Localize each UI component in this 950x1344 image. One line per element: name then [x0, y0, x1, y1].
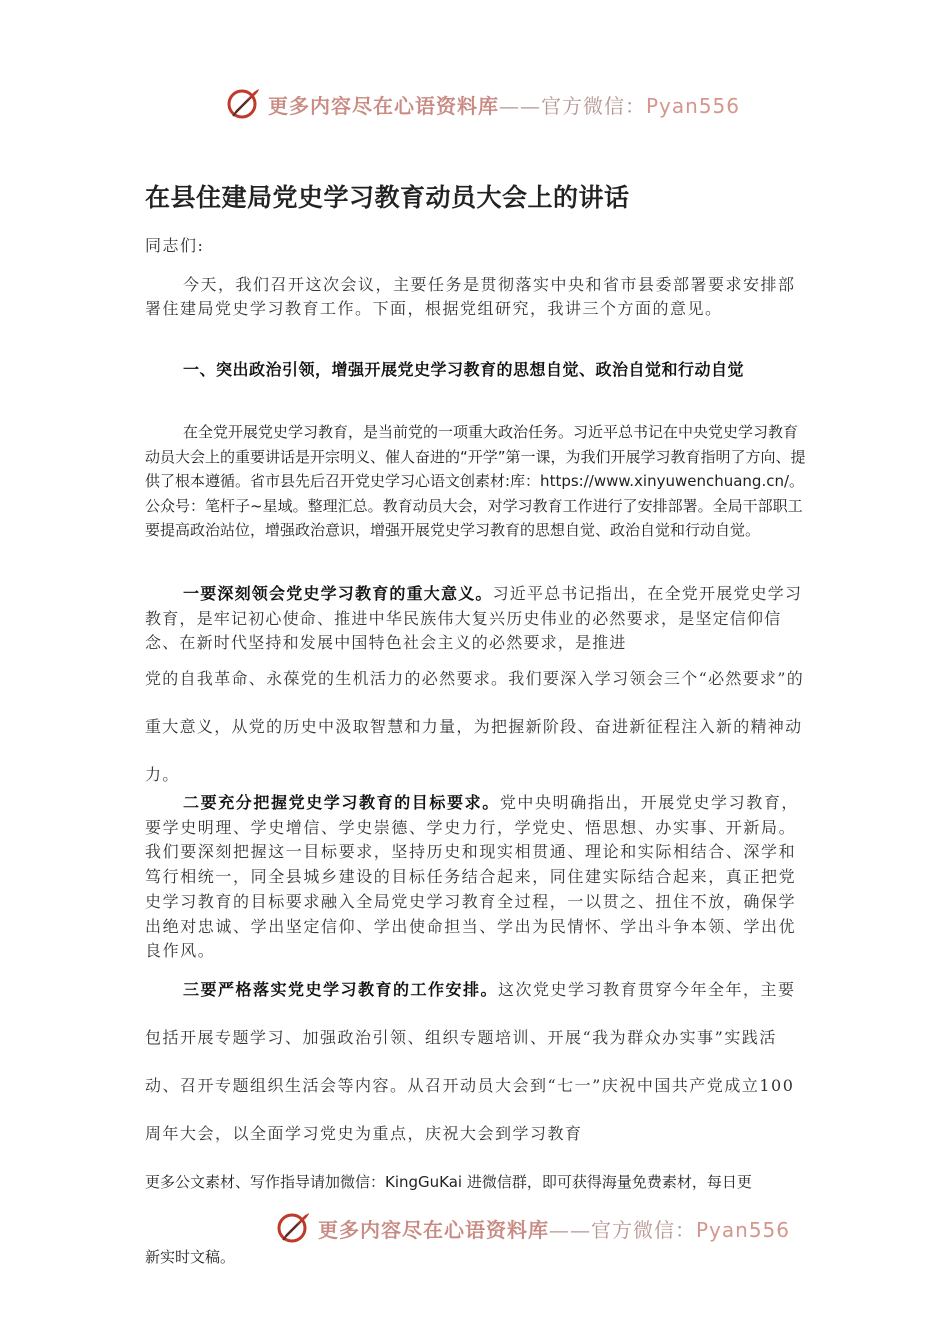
salutation: 同志们:: [145, 236, 205, 255]
point2-lead: 二要充分把握党史学习教育的目标要求。: [183, 793, 500, 812]
point3-lead: 三要严格落实党史学习教育的工作安排。: [183, 980, 499, 999]
quill-logo-icon: [276, 1210, 312, 1246]
intro-paragraph: 今天，我们召开这次会议，主要任务是贯彻落实中央和省市县委部署要求安排部署住建局党史学习教育工作。下面，根据党组研究，我讲三个方面的意见。: [145, 275, 796, 318]
point2-paragraph: 二要充分把握党史学习教育的目标要求。党中央明确指出，开展党史学习教育，要学史明理、学史增信、学史崇德、学史力行，学党史、悟思想、办实事、开新局。我们要深刻把握这一目标要求，坚持历史和现实相贯通、理论和实际相结合、深学和笃行相统一，同全县城乡建设的目标任务结合起来，同住建实际结合起来，真正把党史学习教育的目标要求融入全局党史学习教育全过程，一以贯之、扭住不放，确保学出绝对忠诚、学出坚定信仰、学出使命担当、学出为民情怀、学出斗争本领、学出优良作风。: [145, 793, 800, 961]
point1-paragraph-part2: 党的自我革命、永葆党的生机活力的必然要求。我们要深入学习领会三个“必然要求”的重大意义，从党的历史中汲取智慧和力量，为把握新阶段、奋进新征程注入新的精神动力。: [145, 669, 805, 784]
document-title: 在县住建局党史学习教育动员大会上的讲话: [145, 183, 630, 212]
watermark-banner-top: [226, 84, 740, 124]
point3-paragraph: 三要严格落实党史学习教育的工作安排。这次党史学习教育贯穿今年全年，主要包括开展专题学习、加强政治引领、组织专题培训、开展“我为群众办实事”实践活动、召开专题组织生活会等内容。从召开动员大会到“七一”庆祝中国共产党成立100周年大会，以全面学习党史为重点，庆祝大会到学习教育: [145, 980, 796, 1143]
watermark-banner-bottom: [276, 1208, 790, 1248]
quill-logo-icon: [226, 86, 262, 122]
section1-body-paragraph: 在全党开展党史学习教育，是当前党的一项重大政治任务。习近平总书记在中央党史学习教育动员大会上的重要讲话是开宗明义、催人奋进的“开学”第一课，为我们开展学习教育指明了方向、提供了根本遵循。省市县先后召开党史学习心语文创素材:库：https://www.xinyuwenchuang.cn/。公众号：笔杆子~星域。整理汇总。教育动员大会，对学习教育工作进行了安排部署。全局干部职工要提高政治站位，增强政治意识，增强开展党史学习教育的思想自觉、政治自觉和行动自觉。: [145, 423, 806, 539]
watermark-text: 更多内容尽在心语资料库——官方微信：Pyan556: [318, 1217, 791, 1242]
point1-lead: 一要深刻领会党史学习教育的重大意义。: [183, 584, 493, 603]
section-heading-1: 一、突出政治引领，增强开展党史学习教育的思想自觉、政治自觉和行动自觉: [183, 360, 745, 379]
footer-promo-line: 更多公文素材、写作指导请加微信：KingGuKai 进微信群，即可获得海量免费素材，每日更: [145, 1173, 752, 1191]
point1-paragraph-part1: 一要深刻领会党史学习教育的重大意义。习近平总书记指出，在全党开展党史学习教育，是牢记初心使命、推进中华民族伟大复兴历史伟业的必然要求，是坚定信仰信念、在新时代坚持和发展中国特色社会主义的必然要求，是推进: [145, 584, 803, 652]
footer-promo-line-end: 新实时文稿。: [145, 1248, 236, 1266]
watermark-text: 更多内容尽在心语资料库——官方微信：Pyan556: [268, 93, 741, 118]
